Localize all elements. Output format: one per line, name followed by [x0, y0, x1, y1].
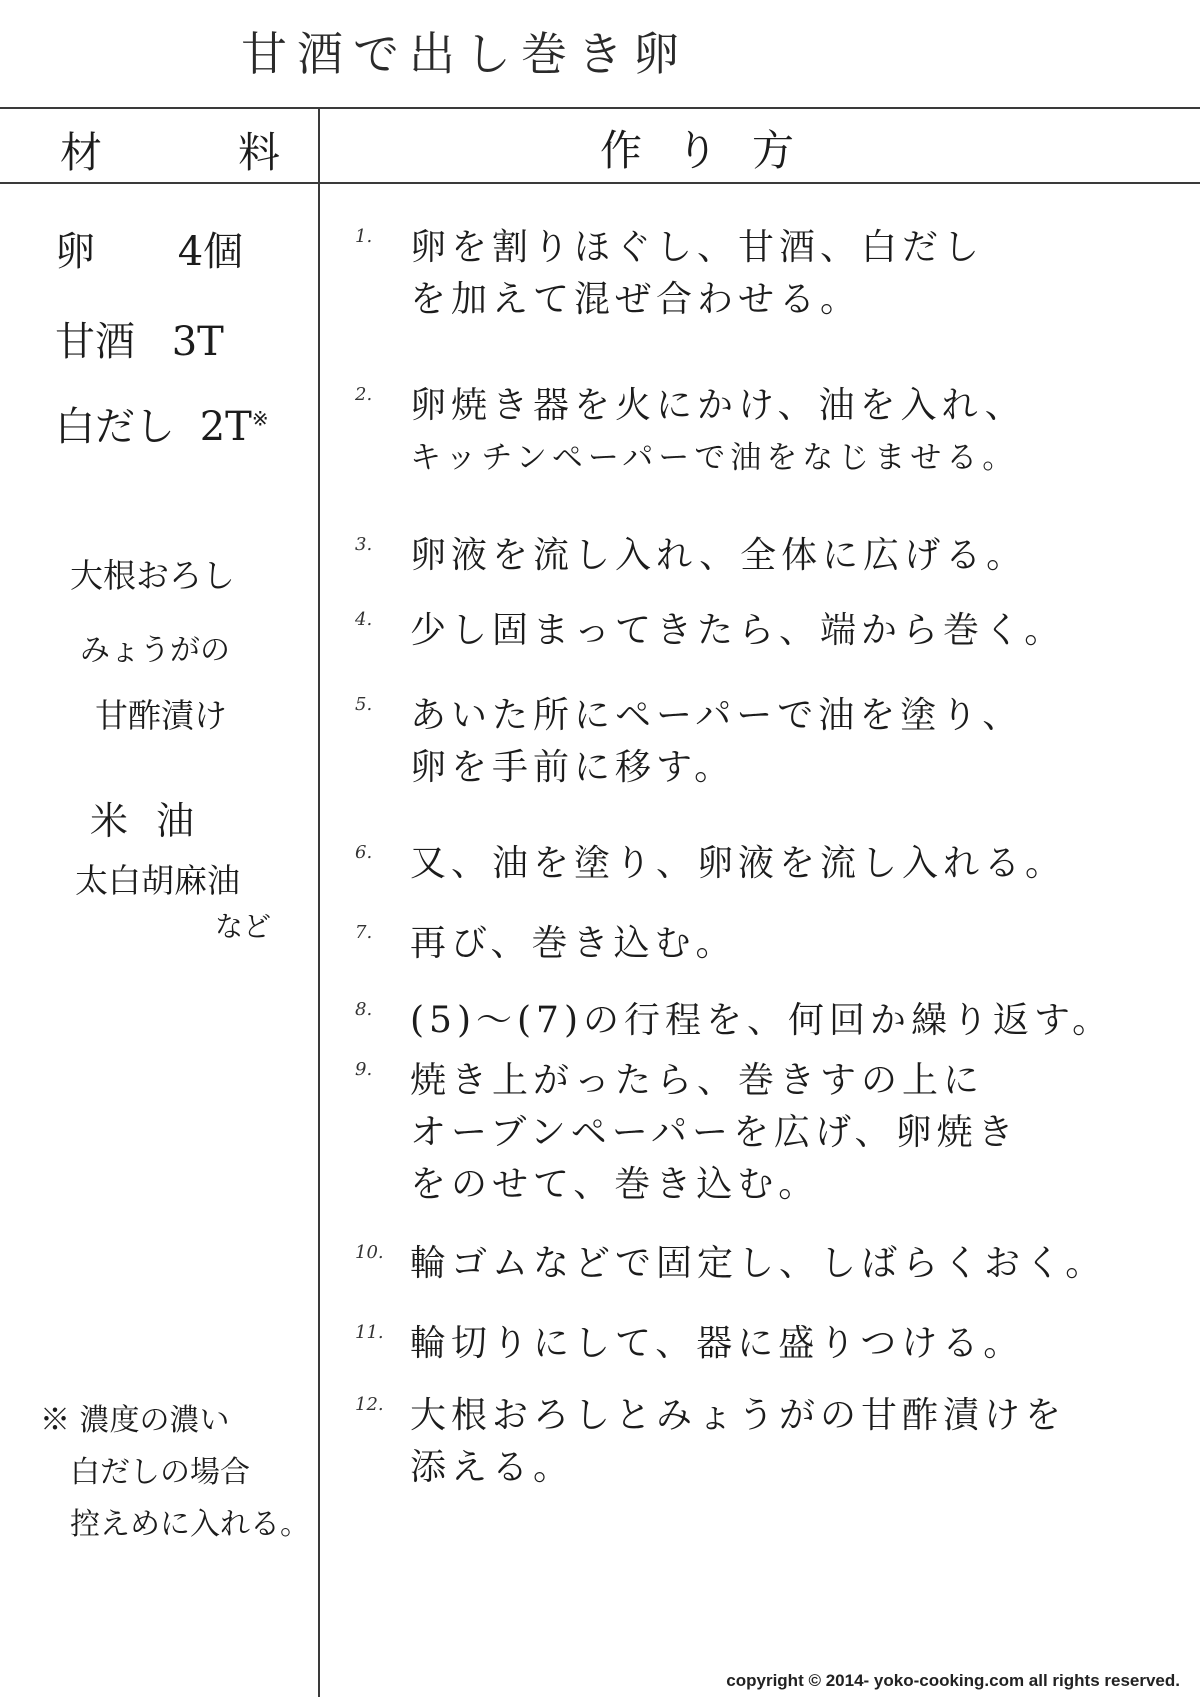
ingredient-name: 卵: [55, 229, 95, 275]
ingredients-header-left: 材: [60, 128, 103, 177]
ingredient-shirodashi: [55, 395, 269, 452]
step-4: [355, 605, 1145, 657]
step-number: 6.: [355, 842, 373, 863]
step-line: をのせて、巻き込む。: [410, 1164, 820, 1205]
step-number: 8.: [355, 999, 373, 1020]
step-line: 再び、巻き込む。: [410, 923, 737, 964]
step-line: (5)～(7)の行程を、何回か繰り返す。: [410, 1000, 1114, 1041]
step-number: 4.: [355, 609, 373, 630]
step-9: [355, 1055, 1145, 1211]
step-number: 2.: [355, 384, 373, 405]
step-line: 卵を手前に移す。: [410, 747, 736, 788]
step-line: 輪切りにして、器に盛りつける。: [410, 1323, 1025, 1364]
ingredient-amazake: [55, 310, 224, 367]
step-line: 焼き上がったら、巻きすの上に: [410, 1060, 985, 1101]
note-line: 白だしの場合: [70, 1455, 250, 1490]
shirodashi-note: [40, 1395, 310, 1551]
ingredient-egg: [55, 220, 243, 277]
step-line: 卵焼き器を火にかけ、油を入れ、: [410, 385, 1026, 426]
copyright-notice: copyright © 2014- yoko-cooking.com all rights reserved.: [726, 1671, 1180, 1690]
step-number: 1.: [355, 226, 373, 247]
ingredients-header: [40, 120, 300, 180]
ingredient-amount: 2T: [199, 404, 252, 450]
oil-name: 米油: [90, 799, 223, 843]
garnish-amazu: 甘酢漬け: [95, 696, 227, 735]
step-12: [355, 1390, 1145, 1494]
step-number: 12.: [355, 1394, 384, 1415]
step-line: キッチンペーパーで油をなじませる。: [410, 440, 1019, 476]
ingredient-amount: 4個: [177, 229, 244, 275]
oil-etc: など: [215, 910, 272, 943]
method-header: 作り方: [600, 126, 829, 175]
note-line: 控えめに入れる。: [70, 1507, 310, 1542]
step-line: 卵液を流し入れ、全体に広げる。: [410, 535, 1028, 576]
step-number: 3.: [355, 534, 373, 555]
step-number: 10.: [355, 1242, 384, 1263]
step-5: [355, 690, 1145, 794]
step-line: 大根おろしとみょうがの甘酢漬けを: [410, 1395, 1067, 1436]
step-11: [355, 1318, 1145, 1370]
step-number: 5.: [355, 694, 373, 715]
step-1: [355, 222, 1145, 326]
garnish-daikon: 大根おろし: [70, 556, 235, 595]
step-line: を加えて混ぜ合わせる。: [410, 279, 862, 320]
step-line: 卵を割りほぐし、甘酒、白だし: [410, 227, 985, 268]
top-rule: [0, 107, 1200, 109]
ingredient-name: 甘酒: [55, 319, 135, 365]
step-line: 輪ゴムなどで固定し、しばらくおく。: [410, 1243, 1107, 1284]
step-7: [355, 918, 1145, 970]
asterisk-mark: ※: [251, 406, 269, 431]
column-divider: [318, 108, 320, 1697]
step-number: 9.: [355, 1059, 373, 1080]
oil-alt: 太白胡麻油: [75, 861, 240, 900]
ingredients-header-right: 料: [237, 128, 280, 177]
step-2: [355, 380, 1145, 484]
ingredient-amount: 3T: [171, 319, 224, 365]
note-line: ※ 濃度の濃い: [40, 1403, 230, 1438]
page-title: 甘酒で出し巻き卵: [241, 27, 689, 81]
step-10: [355, 1238, 1145, 1290]
step-line: あいた所にペーパーで油を塗り、: [410, 695, 1024, 736]
step-line: 少し固まってきたら、端から巻く。: [410, 610, 1066, 651]
ingredient-name: 白だし: [55, 404, 175, 450]
step-3: [355, 530, 1145, 582]
step-6: [355, 838, 1145, 890]
garnish-myoga: みょうがの: [80, 633, 230, 668]
step-line: 添える。: [410, 1447, 575, 1488]
step-line: オーブンペーパーを広げ、卵焼き: [410, 1112, 1019, 1153]
step-8: [355, 995, 1145, 1047]
header-rule: [0, 182, 1200, 184]
step-line: 又、油を塗り、卵液を流し入れる。: [410, 843, 1067, 884]
step-number: 7.: [355, 922, 373, 943]
step-number: 11.: [355, 1322, 384, 1343]
